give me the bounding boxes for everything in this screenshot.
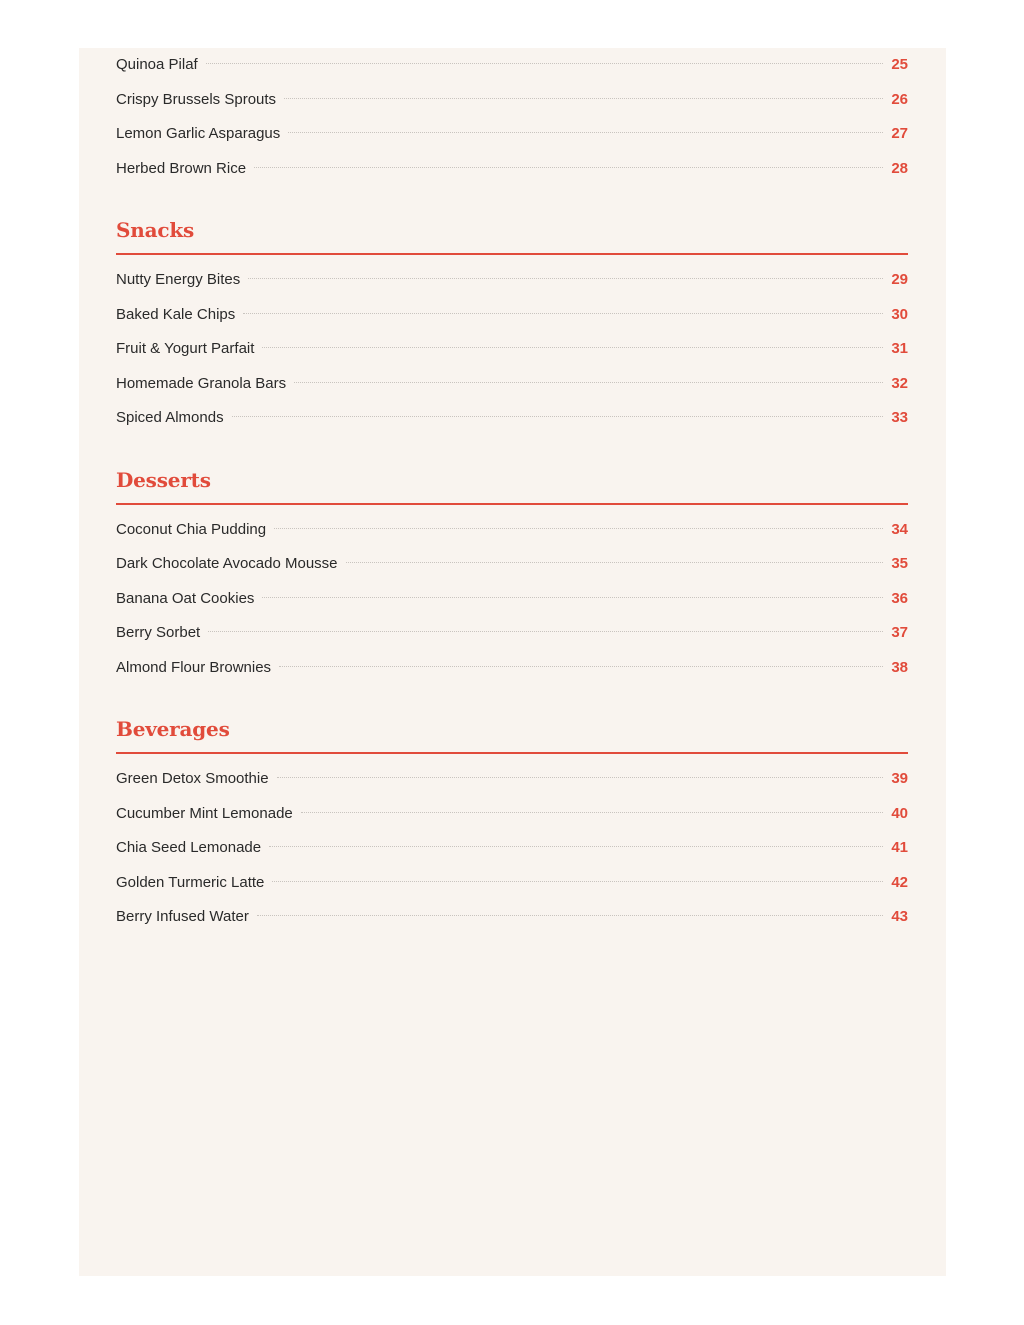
- dot-leader: [274, 528, 883, 529]
- toc-entry-page-number: 37: [891, 624, 908, 641]
- toc-entry[interactable]: [116, 866, 908, 901]
- dot-leader: [206, 63, 884, 64]
- toc-entry[interactable]: [116, 332, 908, 367]
- dot-leader: [277, 777, 884, 778]
- toc-entry-title: Baked Kale Chips: [116, 305, 236, 323]
- dot-leader: [288, 132, 883, 133]
- toc-entry-page-number: 29: [891, 271, 908, 288]
- section-heading: Snacks: [116, 208, 908, 255]
- toc-section-sides: [116, 48, 908, 186]
- toc-entry-page-number: 39: [891, 770, 908, 787]
- toc-entry[interactable]: [116, 582, 908, 617]
- toc-entry-page-number: 42: [891, 873, 908, 891]
- dot-leader: [232, 416, 884, 417]
- toc-entry[interactable]: [116, 900, 908, 935]
- toc-entry-title: Golden Turmeric Latte: [116, 873, 265, 891]
- toc-entry-page-number: 35: [891, 555, 908, 572]
- toc-entry-title: Quinoa Pilaf: [116, 56, 198, 73]
- section-heading: Desserts: [116, 458, 908, 505]
- toc-entry[interactable]: [116, 762, 908, 797]
- toc-entry-page-number: 25: [891, 56, 908, 73]
- toc-entry-page-number: 38: [891, 658, 908, 676]
- toc-entry-title: Fruit & Yogurt Parfait: [116, 340, 255, 357]
- toc-entry-title: Berry Sorbet: [116, 624, 201, 641]
- table-of-contents: [116, 48, 908, 935]
- dot-leader: [262, 347, 883, 348]
- dot-leader: [243, 313, 883, 314]
- dot-leader: [254, 167, 883, 168]
- toc-entry[interactable]: [116, 152, 908, 187]
- toc-entry-title: Banana Oat Cookies: [116, 589, 255, 607]
- toc-entry[interactable]: [116, 117, 908, 152]
- toc-entry-title: Almond Flour Brownies: [116, 658, 272, 676]
- dot-leader: [262, 597, 883, 598]
- toc-entry-page-number: 26: [891, 90, 908, 108]
- toc-entry-title: Crispy Brussels Sprouts: [116, 90, 277, 108]
- toc-entry[interactable]: [116, 513, 908, 548]
- toc-entry-title: Homemade Granola Bars: [116, 374, 287, 392]
- toc-entry-title: Dark Chocolate Avocado Mousse: [116, 555, 338, 572]
- toc-section-snacks: [116, 208, 908, 436]
- toc-entry-title: Coconut Chia Pudding: [116, 520, 267, 538]
- toc-entry[interactable]: [116, 263, 908, 298]
- toc-entry-page-number: 28: [891, 159, 908, 177]
- toc-entry-title: Cucumber Mint Lemonade: [116, 804, 293, 822]
- dot-leader: [272, 881, 883, 882]
- toc-entry-title: Spiced Almonds: [116, 409, 224, 426]
- toc-section-beverages: [116, 707, 908, 935]
- toc-entry-page-number: 41: [891, 839, 908, 856]
- toc-entry[interactable]: [116, 547, 908, 582]
- dot-leader: [279, 666, 883, 667]
- toc-entry[interactable]: [116, 831, 908, 866]
- dot-leader: [208, 631, 883, 632]
- toc-entry-title: Nutty Energy Bites: [116, 271, 241, 288]
- dot-leader: [269, 846, 883, 847]
- dot-leader: [294, 382, 883, 383]
- dot-leader: [346, 562, 884, 563]
- toc-entry[interactable]: [116, 367, 908, 402]
- toc-entry-page-number: 34: [891, 520, 908, 538]
- toc-entry-page-number: 40: [891, 804, 908, 822]
- section-heading: Beverages: [116, 707, 908, 754]
- toc-entry-page-number: 36: [891, 589, 908, 607]
- toc-entry-title: Green Detox Smoothie: [116, 770, 269, 787]
- document-page: [79, 48, 946, 1276]
- toc-entry-title: Berry Infused Water: [116, 908, 249, 925]
- toc-entry-page-number: 27: [891, 125, 908, 142]
- toc-entry-page-number: 31: [891, 340, 908, 357]
- toc-entry[interactable]: [116, 651, 908, 686]
- dot-leader: [301, 812, 884, 813]
- dot-leader: [284, 98, 883, 99]
- toc-section-desserts: [116, 458, 908, 686]
- toc-entry-page-number: 32: [891, 374, 908, 392]
- toc-entry[interactable]: [116, 797, 908, 832]
- toc-entry[interactable]: [116, 298, 908, 333]
- toc-entry-title: Lemon Garlic Asparagus: [116, 125, 281, 142]
- dot-leader: [257, 915, 883, 916]
- toc-entry[interactable]: [116, 401, 908, 436]
- toc-entry-page-number: 43: [891, 908, 908, 925]
- dot-leader: [248, 278, 883, 279]
- toc-entry[interactable]: [116, 48, 908, 83]
- toc-entry-page-number: 33: [891, 409, 908, 426]
- toc-entry-title: Herbed Brown Rice: [116, 159, 247, 177]
- toc-entry[interactable]: [116, 83, 908, 118]
- toc-entry-page-number: 30: [891, 305, 908, 323]
- toc-entry-title: Chia Seed Lemonade: [116, 839, 262, 856]
- toc-entry[interactable]: [116, 616, 908, 651]
